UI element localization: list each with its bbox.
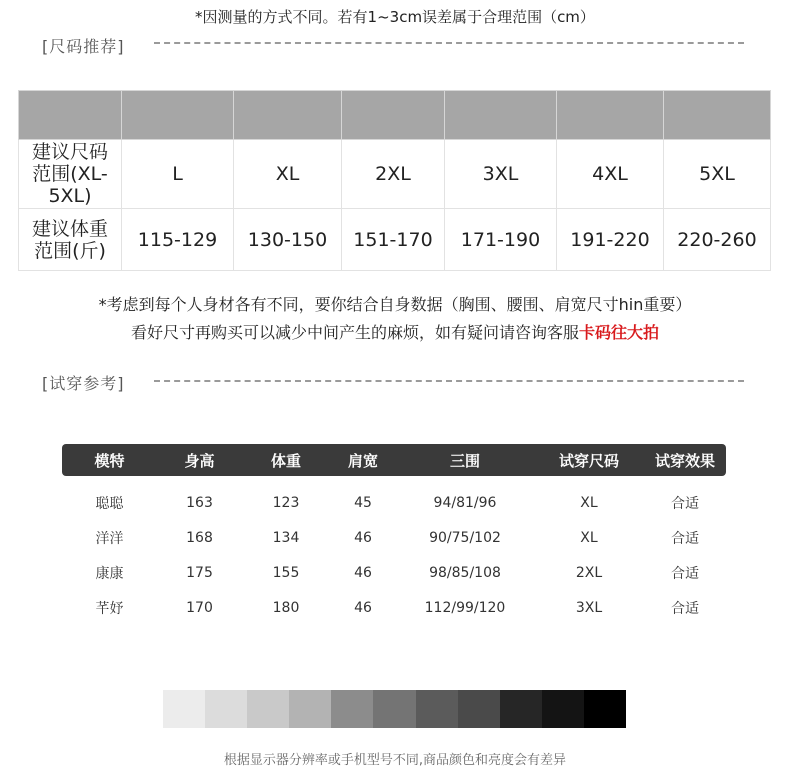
size-cell: 4XL [557,140,664,209]
weight-cell: 115-129 [122,209,234,271]
table-row [62,558,726,588]
header-weight: 体重 [270,451,301,470]
gray-swatch [331,690,373,728]
measurement-note: *因测量的方式不同。若有1~3cm误差属于合理范围（cm） [195,8,595,26]
gray-swatch [205,690,247,728]
cell: 123 [272,495,300,511]
header-cell [557,91,664,140]
fit-advice-note-2 [0,320,790,343]
color-gradient-strip [163,690,626,728]
cell: 2XL [575,565,603,581]
cell: 170 [186,600,213,616]
cell: 合适 [671,601,699,617]
row-label: 建议尺码 范围(XL-5XL) [19,140,122,209]
cell: 46 [354,600,372,616]
section-divider [154,380,744,382]
table-row [62,488,726,518]
cell: 46 [354,530,372,546]
cell: 163 [186,495,213,511]
cell: 3XL [575,600,603,616]
header-cell [234,91,342,140]
weight-cell: 151-170 [342,209,445,271]
gray-swatch [458,690,500,728]
header-cell [445,91,557,140]
display-disclaimer: 根据显示器分辨率或手机型号不同,商品颜色和亮度会有差异 [223,753,567,768]
size-cell: XL [234,140,342,209]
cell: 168 [186,530,213,546]
cell: 134 [272,530,300,546]
size-cell: 3XL [445,140,557,209]
cell: 112/99/120 [424,600,506,616]
header-cell [342,91,445,140]
header-cell [664,91,771,140]
gray-swatch [289,690,331,728]
gray-swatch [584,690,626,728]
size-cell: L [122,140,234,209]
header-trial-size: 试穿尺码 [558,451,619,470]
header-measurements: 三围 [449,451,480,470]
cell: XL [580,530,598,546]
table-row [62,593,726,623]
cell: 康康 [95,566,124,582]
weight-row [19,209,771,271]
cell: 155 [272,565,300,581]
table-row [62,523,726,553]
size-cell: 5XL [664,140,771,209]
cell: 90/75/102 [429,530,501,546]
highlight-text: 卡码往大拍 [579,323,660,342]
cell: 94/81/96 [433,495,497,511]
size-table-header-row [19,91,771,140]
gray-swatch [542,690,584,728]
weight-cell: 130-150 [234,209,342,271]
size-cell: 2XL [342,140,445,209]
section-divider [154,42,744,44]
cell: XL [580,495,598,511]
gray-swatch [500,690,542,728]
header-model: 模特 [94,451,125,470]
weight-cell: 191-220 [557,209,664,271]
header-shoulder: 肩宽 [347,451,378,470]
cell: 98/85/108 [429,565,501,581]
fit-section-title: [试穿参考] [42,374,125,393]
gray-swatch [163,690,205,728]
size-recommendation-table [18,90,771,271]
cell: 46 [354,565,372,581]
cell: 聪聪 [95,496,124,512]
cell: 洋洋 [95,531,124,547]
cell: 合适 [671,531,699,547]
row-label: 建议体重 范围(斤) [19,209,122,271]
size-section-title: [尺码推荐] [42,37,125,56]
cell: 合适 [671,566,699,582]
gray-swatch [416,690,458,728]
header-fit-result: 试穿效果 [654,451,715,470]
cell: 45 [354,495,372,511]
gray-swatch [247,690,289,728]
cell: 芊妤 [95,601,124,617]
cell: 合适 [671,496,699,512]
header-cell [122,91,234,140]
size-row [19,140,771,209]
gray-swatch [373,690,415,728]
header-height: 身高 [184,451,215,470]
fit-table-header [62,444,726,476]
cell: 180 [272,600,300,616]
cell: 175 [186,565,213,581]
advice-text: 看好尺寸再购买可以减少中间产生的麻烦，如有疑问请咨询客服 [130,323,579,342]
weight-cell: 220-260 [664,209,771,271]
weight-cell: 171-190 [445,209,557,271]
fit-advice-note: *考虑到每个人身材各有不同，要你结合自身数据（胸围、腰围、肩宽尺寸hin重要） [98,295,692,314]
header-cell [19,91,122,140]
